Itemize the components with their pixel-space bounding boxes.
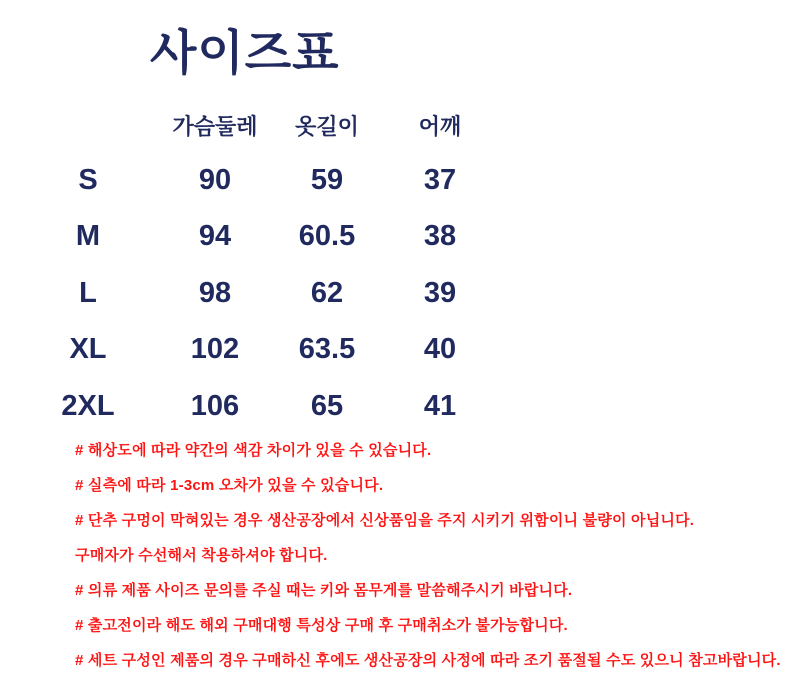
table-row-2xl (40, 378, 520, 435)
chest-value: 102 (190, 333, 240, 366)
table-row-m (40, 209, 520, 266)
note-line: # 의류 제품 사이즈 문의를 주실 때는 키와 몸무게를 말씀해주시기 바랍니다. (75, 582, 573, 599)
chest-value: 90 (198, 163, 232, 196)
note-line: # 해상도에 따라 약간의 색감 차이가 있을 수 있습니다. (75, 442, 432, 459)
table-row-s (40, 152, 520, 209)
size-label: M (75, 220, 101, 253)
shoulder-value: 38 (423, 220, 457, 253)
note-line-continuation: 구매자가 수선해서 착용하셔야 합니다. (75, 547, 328, 564)
size-label: XL (69, 333, 107, 366)
shoulder-value: 40 (423, 333, 457, 366)
table-row-l (40, 265, 520, 322)
length-value: 59 (310, 163, 344, 196)
note-line: # 실측에 따라 1-3cm 오차가 있을 수 있습니다. (75, 477, 384, 494)
notes-list (75, 432, 795, 677)
shoulder-value: 39 (423, 276, 457, 309)
length-value: 62 (310, 276, 344, 309)
size-table-header-row (40, 98, 520, 152)
chest-value: 98 (198, 276, 232, 309)
size-label: S (78, 163, 98, 196)
page-title: 사이즈표 (150, 27, 340, 80)
length-value: 65 (310, 389, 344, 422)
note-line: # 단추 구멍이 막혀있는 경우 생산공장에서 신상품임을 주지 시키기 위함이니 불량이 아닙니다. (75, 512, 695, 529)
table-row-xl (40, 322, 520, 379)
chest-value: 106 (190, 389, 240, 422)
length-value: 60.5 (298, 220, 356, 253)
chest-value: 94 (198, 220, 232, 253)
shoulder-value: 41 (423, 389, 457, 422)
note-line: # 세트 구성인 제품의 경우 구매하신 후에도 생산공장의 사정에 따라 조기 품절될 수도 있으니 참고바랍니다. (75, 652, 781, 669)
note-line: # 출고전이라 해도 해외 구매대행 특성상 구매 후 구매취소가 불가능합니다. (75, 617, 568, 634)
column-header-chest: 가슴둘레 (172, 113, 258, 139)
length-value: 63.5 (298, 333, 356, 366)
size-label: 2XL (61, 389, 115, 422)
column-header-length: 옷길이 (295, 113, 359, 139)
size-label: L (79, 276, 97, 309)
column-header-shoulder: 어깨 (418, 113, 462, 139)
shoulder-value: 37 (423, 163, 457, 196)
size-table (40, 98, 520, 435)
